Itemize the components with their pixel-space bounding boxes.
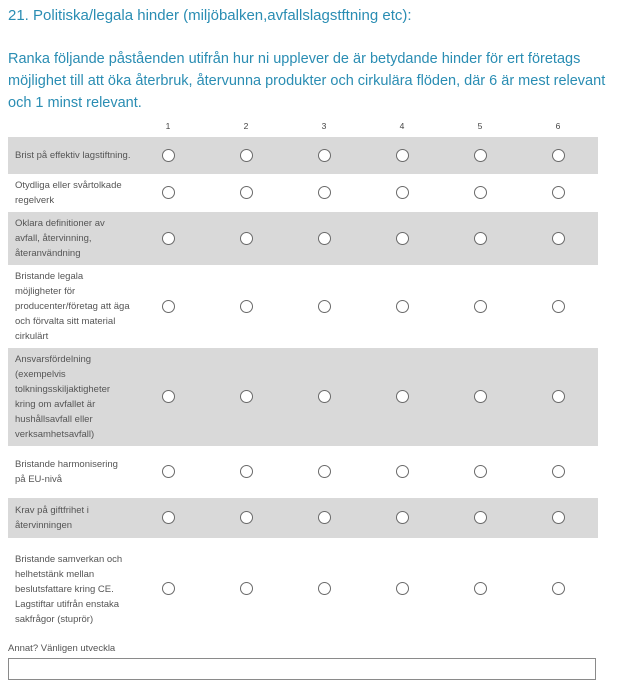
radio-option-3[interactable] <box>318 390 331 403</box>
radio-option-1[interactable] <box>162 511 175 524</box>
radio-option-6[interactable] <box>552 511 565 524</box>
radio-option-5[interactable] <box>474 465 487 478</box>
radio-option-4[interactable] <box>396 149 409 162</box>
row-label: Ansvarsfördelning (exempelvis tolkningsskiljaktigheter kring om avfallet är hushållsavfall eller verksamhetsavfall) <box>15 354 111 440</box>
radio-option-3[interactable] <box>318 511 331 524</box>
column-header-6: 6 <box>555 121 561 131</box>
radio-option-2[interactable] <box>240 149 253 162</box>
radio-option-6[interactable] <box>552 186 565 199</box>
radio-option-3[interactable] <box>318 582 331 595</box>
radio-option-1[interactable] <box>162 390 175 403</box>
row-label: Krav på giftfrihet i återvinningen <box>15 505 89 531</box>
column-header-4: 4 <box>399 121 405 131</box>
radio-option-2[interactable] <box>240 511 253 524</box>
matrix-row <box>8 212 598 265</box>
radio-option-1[interactable] <box>162 300 175 313</box>
radio-option-5[interactable] <box>474 300 487 313</box>
radio-option-4[interactable] <box>396 390 409 403</box>
radio-option-1[interactable] <box>162 186 175 199</box>
row-label: Brist på effektiv lagstiftning. <box>15 150 131 161</box>
question-title: 21. Politiska/legala hinder (miljöbalken,avfallslagstftning etc): <box>8 7 412 24</box>
matrix-row <box>8 538 598 640</box>
radio-option-4[interactable] <box>396 582 409 595</box>
radio-option-3[interactable] <box>318 465 331 478</box>
row-label: Oklara definitioner av avfall, återvinning, återanvändning <box>15 218 105 259</box>
radio-option-2[interactable] <box>240 390 253 403</box>
column-header-3: 3 <box>321 121 327 131</box>
column-header-1: 1 <box>165 121 171 131</box>
radio-option-5[interactable] <box>474 511 487 524</box>
column-header-5: 5 <box>477 121 483 131</box>
radio-option-3[interactable] <box>318 300 331 313</box>
radio-option-1[interactable] <box>162 149 175 162</box>
radio-option-1[interactable] <box>162 232 175 245</box>
radio-option-6[interactable] <box>552 390 565 403</box>
matrix-row <box>8 174 598 212</box>
radio-option-5[interactable] <box>474 232 487 245</box>
radio-option-5[interactable] <box>474 582 487 595</box>
radio-option-1[interactable] <box>162 582 175 595</box>
radio-option-5[interactable] <box>474 186 487 199</box>
radio-option-6[interactable] <box>552 582 565 595</box>
radio-option-1[interactable] <box>162 465 175 478</box>
radio-option-6[interactable] <box>552 149 565 162</box>
column-header-2: 2 <box>243 121 249 131</box>
radio-option-4[interactable] <box>396 511 409 524</box>
row-label: Otydliga eller svårtolkade regelverk <box>15 180 122 206</box>
other-input[interactable] <box>8 658 596 680</box>
radio-option-4[interactable] <box>396 300 409 313</box>
radio-option-5[interactable] <box>474 149 487 162</box>
matrix-row <box>8 498 598 538</box>
radio-option-2[interactable] <box>240 582 253 595</box>
radio-option-4[interactable] <box>396 465 409 478</box>
radio-option-4[interactable] <box>396 186 409 199</box>
matrix-row <box>8 265 598 348</box>
row-label: Bristande legala möjligheter för producenter/företag att äga och förvalta sitt material cirkulärt <box>15 271 130 342</box>
matrix-row <box>8 137 598 174</box>
radio-option-2[interactable] <box>240 232 253 245</box>
radio-option-6[interactable] <box>552 232 565 245</box>
radio-option-2[interactable] <box>240 300 253 313</box>
matrix-row <box>8 446 598 498</box>
radio-option-5[interactable] <box>474 390 487 403</box>
radio-option-3[interactable] <box>318 232 331 245</box>
radio-option-6[interactable] <box>552 300 565 313</box>
radio-option-6[interactable] <box>552 465 565 478</box>
radio-option-2[interactable] <box>240 465 253 478</box>
other-label: Annat? Vänligen utveckla <box>8 643 116 654</box>
matrix-row <box>8 348 598 446</box>
question-description: Ranka följande påståenden utifrån hur ni upplever de är betydande hinder för ert företags möjlighet till att öka återbruk, återvunna produkter och cirkulära flöden, där 6 är mest relevant och 1 minst relevant. <box>8 51 606 111</box>
row-label: Bristande harmonisering på EU-nivå <box>15 459 118 485</box>
radio-option-3[interactable] <box>318 149 331 162</box>
radio-option-3[interactable] <box>318 186 331 199</box>
radio-option-2[interactable] <box>240 186 253 199</box>
row-label: Bristande samverkan och helhetstänk mellan beslutsfattare kring CE. Lagstiftar utifrån enstaka sakfrågor (stuprör) <box>15 553 123 625</box>
radio-option-4[interactable] <box>396 232 409 245</box>
